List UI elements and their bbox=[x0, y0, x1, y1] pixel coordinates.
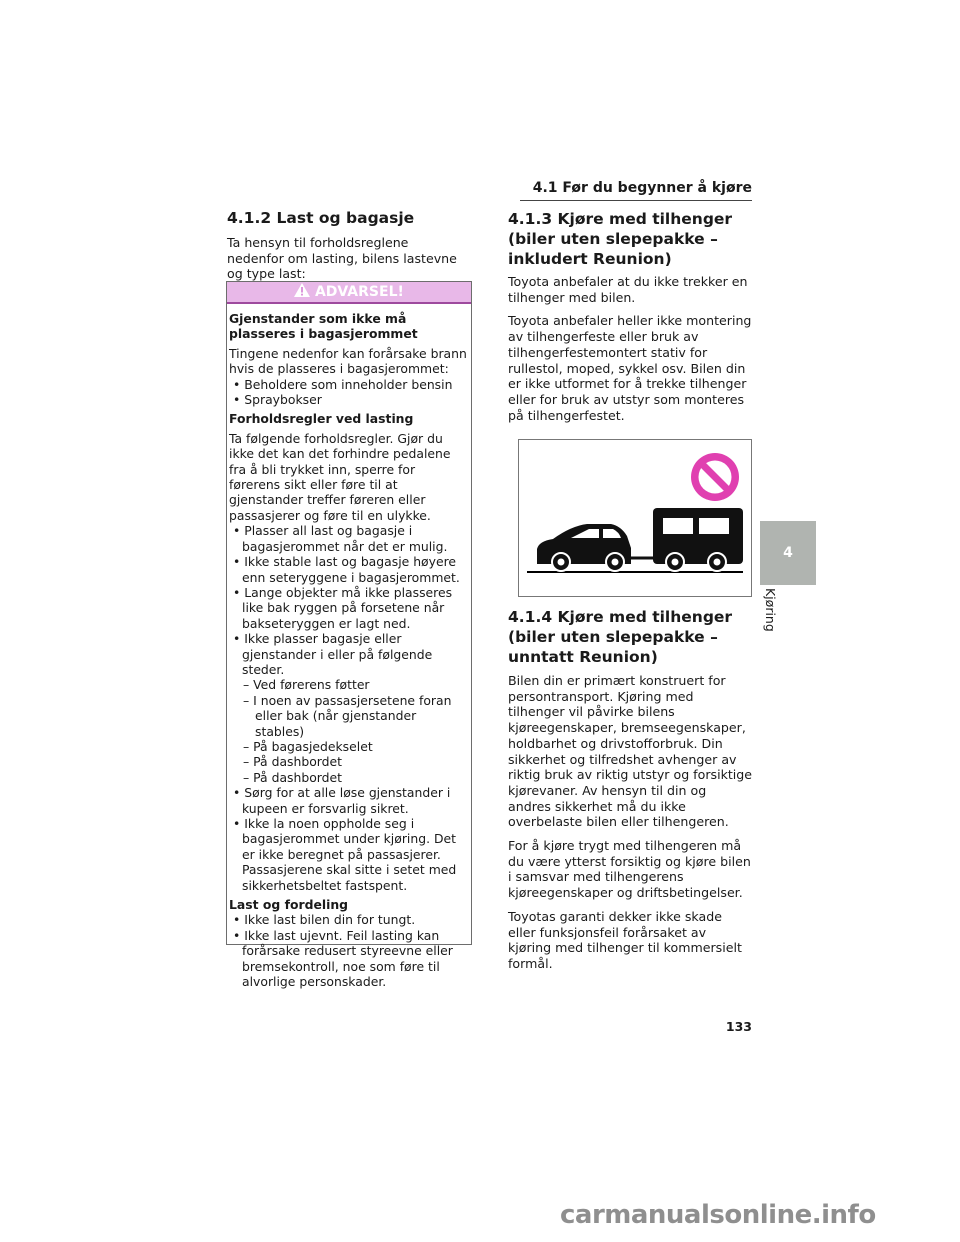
intro-text: Ta hensyn til forholdsreglene nedenfor om lasting, bilens lastevne og type last: bbox=[227, 235, 457, 282]
watermark: carmanualsonline.info bbox=[560, 1200, 876, 1230]
car-icon bbox=[537, 524, 631, 571]
warning-box bbox=[226, 281, 472, 990]
list-item: • Sørg for at alle løse gjenstander i kupeen er forsvarlig sikret. bbox=[233, 785, 451, 816]
warning-subheading-load: Last og fordeling bbox=[229, 897, 349, 913]
sub-list-item: – I noen av passasjersetene foran eller bak (når gjenstander stables) bbox=[243, 692, 452, 739]
warning-text-fire: Tingene nedenfor kan forårsake brann hvis de plasseres i bagasjerommet: bbox=[229, 345, 467, 377]
chapter-tab-label bbox=[758, 588, 788, 648]
sub-list-item: – På dashbordet bbox=[243, 754, 343, 770]
warning-header bbox=[227, 282, 471, 304]
warning-subheading-items: Gjenstander som ikke må plasseres i bagasjerommet bbox=[229, 311, 418, 342]
warning-body bbox=[229, 311, 469, 989]
warning-text-precautions: Ta følgende forholdsregler. Gjør du ikke det kan det forhindre pedalene fra å bli trykket inn, sperre for førerens sikt eller føre til at gjenstander treffer føreren eller passasjerer og føre til en ulykke. bbox=[229, 430, 451, 523]
warning-subheading-precautions: Forholdsregler ved lasting bbox=[229, 411, 414, 427]
warning-triangle-icon bbox=[294, 284, 315, 300]
prohibition-icon bbox=[691, 453, 739, 501]
chapter-label: Kjøring bbox=[763, 588, 778, 632]
list-item: • Ikke last bilen din for tungt. bbox=[233, 912, 416, 928]
section-heading-last-og-bagasje: 4.1.2 Last og bagasje bbox=[227, 209, 415, 227]
list-item: • Ikke stable last og bagasje høyere enn seteryggene i bagasjerommet. bbox=[233, 554, 460, 585]
no-trailer-illustration bbox=[518, 439, 752, 597]
paragraph: Toyota anbefaler at du ikke trekker en tilhenger med bilen. bbox=[508, 274, 748, 305]
running-head: 4.1 Før du begynner å kjøre bbox=[532, 180, 752, 196]
paragraph: Bilen din er primært konstruert for persontransport. Kjøring med tilhenger vil påvirke bilens kjøreegenskaper, bremseegenskaper, holdbarhet og drivstofforbruk. Din sikkerhet og tilfredshet avhenger av riktig bruk av riktig utstyr og forsiktige kjørevaner. Av hensyn til din og andres sikkerhet må du ikke overbelaste bilen eller tilhengeren. bbox=[508, 673, 753, 830]
list-item: • Plasser all last og bagasje i bagasjerommet når det er mulig. bbox=[233, 523, 448, 554]
trailer-text-block bbox=[508, 274, 753, 431]
list-item: • Ikke last ujevnt. Feil lasting kan forårsake redusert styreevne eller bremsekontroll, noe som føre til alvorlige personskader. bbox=[233, 927, 453, 990]
sub-list-item: – Ved førerens føtter bbox=[243, 677, 370, 693]
sub-list-item: – På dashbordet bbox=[243, 769, 343, 785]
header-rule bbox=[520, 200, 752, 201]
chapter-tab[interactable]: 4 bbox=[760, 521, 816, 585]
list-item: • Ikke plasser bagasje eller gjenstander i eller på følgende steder. bbox=[233, 631, 433, 677]
paragraph: For å kjøre trygt med tilhengeren må du være ytterst forsiktig og kjøre bilen i samsvar med tilhengerens kjøreegenskaper og driftsbetingelser. bbox=[508, 838, 751, 901]
trailer-text-block-2 bbox=[508, 673, 753, 980]
list-item: • Spraybokser bbox=[233, 392, 322, 408]
section-heading-tilhenger-unntatt: 4.1.4 Kjøre med tilhenger (biler uten slepepakke – unntatt Reunion) bbox=[508, 608, 733, 666]
list-item: • Beholdere som inneholder bensin bbox=[233, 376, 453, 392]
list-item: • Ikke la noen oppholde seg i bagasjerommet under kjøring. Det er ikke beregnet på passasjerer. Passasjerene skal sitte i setet med sikkerhetsbeltet fastspent. bbox=[233, 816, 457, 893]
paragraph: Toyota anbefaler heller ikke montering av tilhengerfeste eller bruk av tilhengerfestemontert stativ for rullestol, moped, sykkel osv. Bilen din er ikke utformet for å trekke tilhenger eller for bruk av utstyr som monteres på tilhengerfestet. bbox=[508, 313, 752, 423]
page-number: 133 bbox=[725, 1019, 752, 1034]
section-heading-tilhenger-inkludert: 4.1.3 Kjøre med tilhenger (biler uten slepepakke – inkludert Reunion) bbox=[508, 210, 733, 268]
list-item: • Lange objekter må ikke plasseres like bak ryggen på forsetene når bakseteryggen er lagt ned. bbox=[233, 584, 453, 631]
warning-label: ADVARSEL! bbox=[314, 284, 404, 300]
trailer-icon bbox=[653, 508, 743, 571]
paragraph: Toyotas garanti dekker ikke skade eller funksjonsfeil forårsaket av kjøring med tilhenger til kommersielt formål. bbox=[508, 908, 742, 971]
sub-list-item: – På bagasjedekselet bbox=[243, 738, 373, 754]
